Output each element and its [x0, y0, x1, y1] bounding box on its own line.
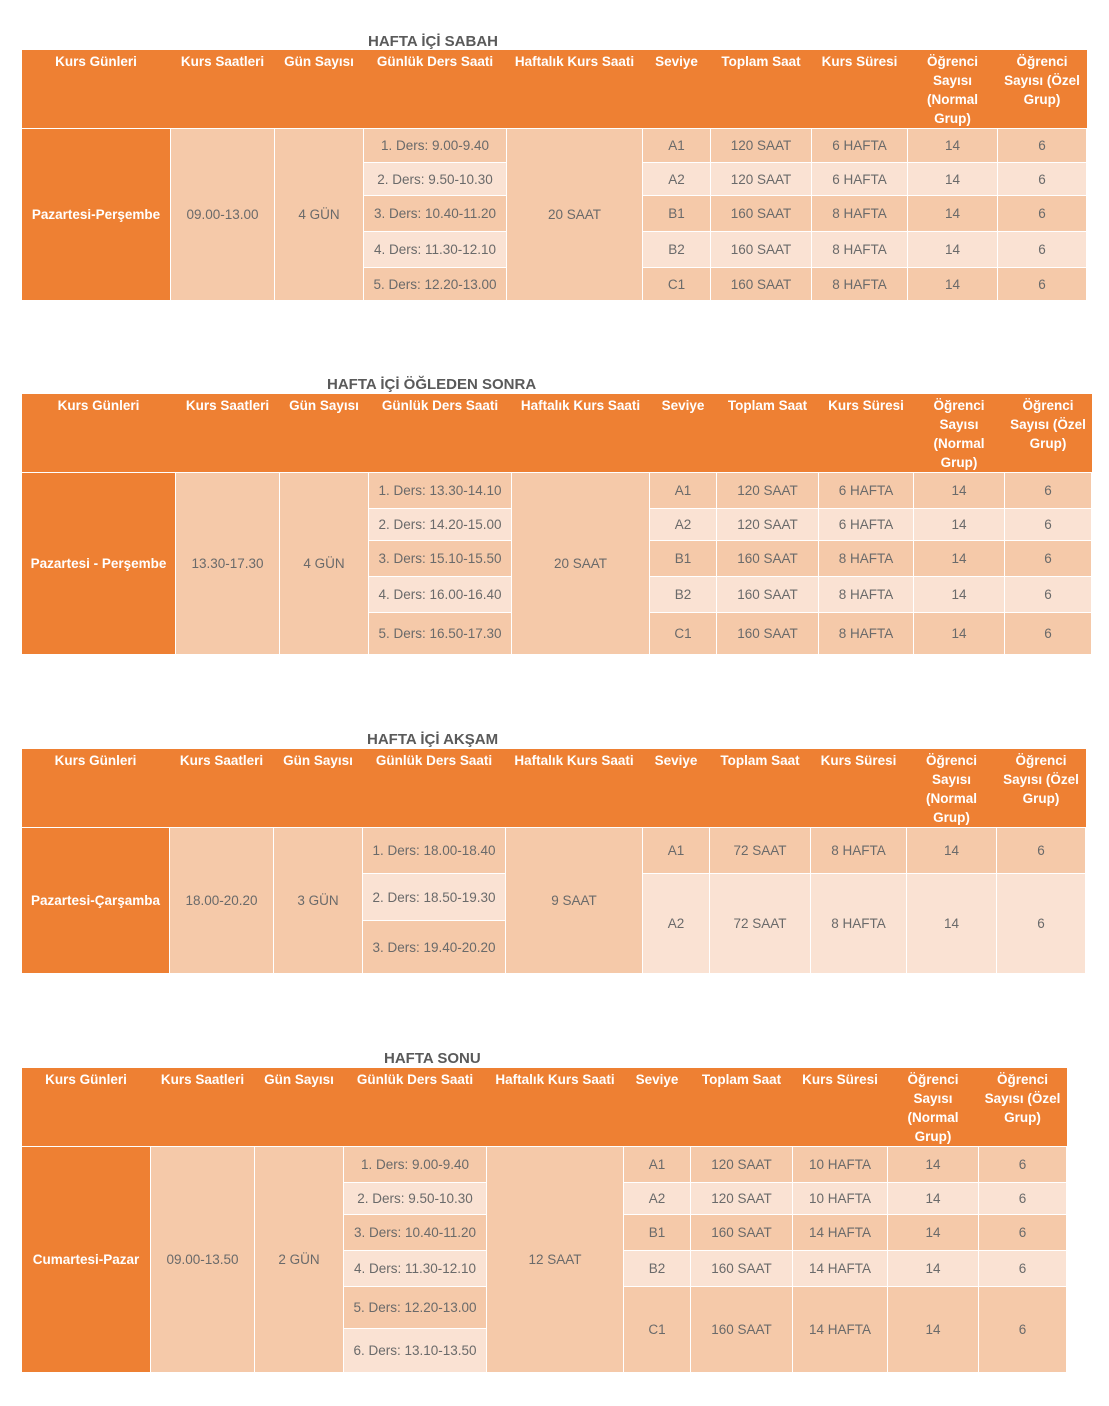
day-count: 2 GÜN [255, 1147, 344, 1373]
lesson-time: 2. Ders: 14.20-15.00 [369, 509, 512, 541]
level: A1 [624, 1147, 691, 1183]
day-count: 4 GÜN [280, 473, 369, 655]
lesson-time: 1. Ders: 18.00-18.40 [363, 828, 506, 874]
level: A2 [643, 874, 710, 974]
header-toplam-saat: Toplam Saat [691, 1068, 793, 1147]
students-normal: 14 [908, 163, 998, 196]
total-hours: 160 SAAT [711, 268, 812, 301]
course-duration: 6 HAFTA [819, 473, 914, 509]
header-kurs-suresi: Kurs Süresi [819, 394, 914, 473]
header-seviye: Seviye [643, 50, 711, 129]
header-kurs-saatleri: Kurs Saatleri [151, 1068, 255, 1147]
lesson-time: 4. Ders: 11.30-12.10 [364, 232, 507, 268]
students-ozel: 6 [1005, 541, 1092, 577]
header-row [22, 749, 1086, 828]
students-ozel: 6 [979, 1215, 1067, 1251]
level: B2 [643, 232, 711, 268]
header-gunluk-ders-saati: Günlük Ders Saati [344, 1068, 487, 1147]
header-row [22, 50, 1087, 129]
students-normal: 14 [888, 1251, 979, 1287]
total-hours: 160 SAAT [711, 232, 812, 268]
students-normal: 14 [914, 509, 1005, 541]
header-kurs-suresi: Kurs Süresi [812, 50, 908, 129]
course-duration: 8 HAFTA [812, 232, 908, 268]
students-ozel: 6 [979, 1287, 1067, 1373]
course-duration: 8 HAFTA [812, 268, 908, 301]
header-gun-sayisi: Gün Sayısı [280, 394, 369, 473]
header-row [22, 1068, 1067, 1147]
header-ogrenci-ozel: Öğrenci Sayısı (Özel Grup) [1005, 394, 1092, 473]
schedule-table-sabah [21, 50, 1087, 301]
students-ozel: 6 [998, 129, 1087, 163]
table-row [22, 1147, 1067, 1183]
total-hours: 120 SAAT [711, 163, 812, 196]
section-title: HAFTA İÇİ SABAH [368, 33, 498, 50]
header-kurs-suresi: Kurs Süresi [793, 1068, 888, 1147]
header-seviye: Seviye [650, 394, 717, 473]
students-normal: 14 [907, 828, 997, 874]
students-ozel: 6 [979, 1251, 1067, 1287]
students-ozel: 6 [998, 232, 1087, 268]
lesson-time: 3. Ders: 15.10-15.50 [369, 541, 512, 577]
lesson-time: 4. Ders: 11.30-12.10 [344, 1251, 487, 1287]
students-ozel: 6 [997, 828, 1086, 874]
header-gunluk-ders-saati: Günlük Ders Saati [369, 394, 512, 473]
weekly-hours: 9 SAAT [506, 828, 643, 974]
level: B1 [624, 1215, 691, 1251]
course-days: Pazartesi-Perşembe [22, 129, 171, 301]
total-hours: 72 SAAT [710, 828, 811, 874]
course-hours: 09.00-13.50 [151, 1147, 255, 1373]
total-hours: 160 SAAT [691, 1251, 793, 1287]
students-normal: 14 [914, 473, 1005, 509]
level: C1 [624, 1287, 691, 1373]
course-days: Cumartesi-Pazar [22, 1147, 151, 1373]
day-count: 3 GÜN [274, 828, 363, 974]
level: A1 [643, 828, 710, 874]
course-duration: 8 HAFTA [819, 577, 914, 613]
header-kurs-suresi: Kurs Süresi [811, 749, 907, 828]
total-hours: 120 SAAT [717, 473, 819, 509]
header-row [22, 394, 1092, 473]
course-duration: 8 HAFTA [819, 541, 914, 577]
total-hours: 120 SAAT [711, 129, 812, 163]
level: A2 [643, 163, 711, 196]
header-gun-sayisi: Gün Sayısı [274, 749, 363, 828]
course-hours: 13.30-17.30 [176, 473, 280, 655]
total-hours: 120 SAAT [717, 509, 819, 541]
course-hours: 09.00-13.00 [171, 129, 275, 301]
level: A2 [650, 509, 717, 541]
header-haftalik-kurs-saati: Haftalık Kurs Saati [512, 394, 650, 473]
header-ogrenci-normal: Öğrenci Sayısı (Normal Grup) [914, 394, 1005, 473]
course-days: Pazartesi-Çarşamba [22, 828, 170, 974]
header-gunluk-ders-saati: Günlük Ders Saati [363, 749, 506, 828]
lesson-time: 5. Ders: 16.50-17.30 [369, 613, 512, 655]
lesson-time: 6. Ders: 13.10-13.50 [344, 1329, 487, 1373]
students-normal: 14 [908, 268, 998, 301]
header-kurs-saatleri: Kurs Saatleri [170, 749, 274, 828]
lesson-time: 3. Ders: 10.40-11.20 [344, 1215, 487, 1251]
header-ogrenci-ozel: Öğrenci Sayısı (Özel Grup) [997, 749, 1086, 828]
students-normal: 14 [888, 1147, 979, 1183]
course-duration: 14 HAFTA [793, 1215, 888, 1251]
header-ogrenci-normal: Öğrenci Sayısı (Normal Grup) [907, 749, 997, 828]
table-row [22, 473, 1092, 509]
header-gun-sayisi: Gün Sayısı [275, 50, 364, 129]
students-ozel: 6 [979, 1183, 1067, 1215]
lesson-time: 2. Ders: 18.50-19.30 [363, 874, 506, 921]
header-kurs-saatleri: Kurs Saatleri [176, 394, 280, 473]
lesson-time: 1. Ders: 9.00-9.40 [344, 1147, 487, 1183]
students-normal: 14 [888, 1215, 979, 1251]
day-count: 4 GÜN [275, 129, 364, 301]
header-ogrenci-ozel: Öğrenci Sayısı (Özel Grup) [979, 1068, 1067, 1147]
students-ozel: 6 [998, 196, 1087, 232]
header-kurs-gunleri: Kurs Günleri [22, 749, 170, 828]
header-kurs-gunleri: Kurs Günleri [22, 394, 176, 473]
course-duration: 8 HAFTA [811, 874, 907, 974]
level: B2 [650, 577, 717, 613]
level: A1 [650, 473, 717, 509]
weekly-hours: 20 SAAT [512, 473, 650, 655]
level: A1 [643, 129, 711, 163]
students-normal: 14 [914, 541, 1005, 577]
lesson-time: 5. Ders: 12.20-13.00 [364, 268, 507, 301]
course-duration: 14 HAFTA [793, 1287, 888, 1373]
lesson-time: 1. Ders: 9.00-9.40 [364, 129, 507, 163]
level: B2 [624, 1251, 691, 1287]
students-normal: 14 [914, 577, 1005, 613]
header-kurs-gunleri: Kurs Günleri [22, 1068, 151, 1147]
students-ozel: 6 [998, 268, 1087, 301]
course-duration: 14 HAFTA [793, 1251, 888, 1287]
header-haftalik-kurs-saati: Haftalık Kurs Saati [506, 749, 643, 828]
total-hours: 160 SAAT [691, 1215, 793, 1251]
schedule-table-ogleden-sonra [21, 394, 1092, 655]
students-normal: 14 [908, 232, 998, 268]
lesson-time: 5. Ders: 12.20-13.00 [344, 1287, 487, 1329]
level: C1 [643, 268, 711, 301]
course-duration: 8 HAFTA [819, 613, 914, 655]
students-ozel: 6 [979, 1147, 1067, 1183]
header-gunluk-ders-saati: Günlük Ders Saati [364, 50, 507, 129]
header-haftalik-kurs-saati: Haftalık Kurs Saati [487, 1068, 624, 1147]
students-ozel: 6 [997, 874, 1086, 974]
lesson-time: 2. Ders: 9.50-10.30 [364, 163, 507, 196]
total-hours: 160 SAAT [717, 577, 819, 613]
students-ozel: 6 [1005, 613, 1092, 655]
header-toplam-saat: Toplam Saat [711, 50, 812, 129]
table-row [22, 129, 1087, 163]
lesson-time: 3. Ders: 19.40-20.20 [363, 921, 506, 974]
course-duration: 8 HAFTA [812, 196, 908, 232]
weekly-hours: 12 SAAT [487, 1147, 624, 1373]
header-kurs-saatleri: Kurs Saatleri [171, 50, 275, 129]
schedule-table-hafta-sonu [21, 1068, 1067, 1373]
weekly-hours: 20 SAAT [507, 129, 643, 301]
header-toplam-saat: Toplam Saat [717, 394, 819, 473]
total-hours: 160 SAAT [717, 613, 819, 655]
students-normal: 14 [907, 874, 997, 974]
lesson-time: 1. Ders: 13.30-14.10 [369, 473, 512, 509]
course-duration: 10 HAFTA [793, 1183, 888, 1215]
students-ozel: 6 [998, 163, 1087, 196]
lesson-time: 2. Ders: 9.50-10.30 [344, 1183, 487, 1215]
section-title: HAFTA İÇİ ÖĞLEDEN SONRA [327, 376, 537, 393]
students-normal: 14 [908, 129, 998, 163]
lesson-time: 3. Ders: 10.40-11.20 [364, 196, 507, 232]
header-seviye: Seviye [643, 749, 710, 828]
section-title: HAFTA İÇİ AKŞAM [367, 731, 499, 748]
section-title: HAFTA SONU [384, 1050, 481, 1067]
header-ogrenci-normal: Öğrenci Sayısı (Normal Grup) [888, 1068, 979, 1147]
course-duration: 10 HAFTA [793, 1147, 888, 1183]
course-duration: 6 HAFTA [819, 509, 914, 541]
level: B1 [650, 541, 717, 577]
header-toplam-saat: Toplam Saat [710, 749, 811, 828]
table-row [22, 828, 1086, 874]
students-normal: 14 [908, 196, 998, 232]
course-days: Pazartesi - Perşembe [22, 473, 176, 655]
total-hours: 160 SAAT [691, 1287, 793, 1373]
total-hours: 120 SAAT [691, 1183, 793, 1215]
schedule-table-aksam [21, 749, 1086, 974]
lesson-time: 4. Ders: 16.00-16.40 [369, 577, 512, 613]
header-ogrenci-normal: Öğrenci Sayısı (Normal Grup) [908, 50, 998, 129]
level: C1 [650, 613, 717, 655]
level: B1 [643, 196, 711, 232]
header-kurs-gunleri: Kurs Günleri [22, 50, 171, 129]
students-ozel: 6 [1005, 509, 1092, 541]
total-hours: 160 SAAT [717, 541, 819, 577]
total-hours: 120 SAAT [691, 1147, 793, 1183]
header-ogrenci-ozel: Öğrenci Sayısı (Özel Grup) [998, 50, 1087, 129]
header-gun-sayisi: Gün Sayısı [255, 1068, 344, 1147]
course-duration: 6 HAFTA [812, 129, 908, 163]
students-normal: 14 [888, 1287, 979, 1373]
students-normal: 14 [914, 613, 1005, 655]
students-ozel: 6 [1005, 473, 1092, 509]
students-normal: 14 [888, 1183, 979, 1215]
course-duration: 6 HAFTA [812, 163, 908, 196]
students-ozel: 6 [1005, 577, 1092, 613]
total-hours: 160 SAAT [711, 196, 812, 232]
level: A2 [624, 1183, 691, 1215]
header-haftalik-kurs-saati: Haftalık Kurs Saati [507, 50, 643, 129]
course-hours: 18.00-20.20 [170, 828, 274, 974]
header-seviye: Seviye [624, 1068, 691, 1147]
total-hours: 72 SAAT [710, 874, 811, 974]
course-duration: 8 HAFTA [811, 828, 907, 874]
